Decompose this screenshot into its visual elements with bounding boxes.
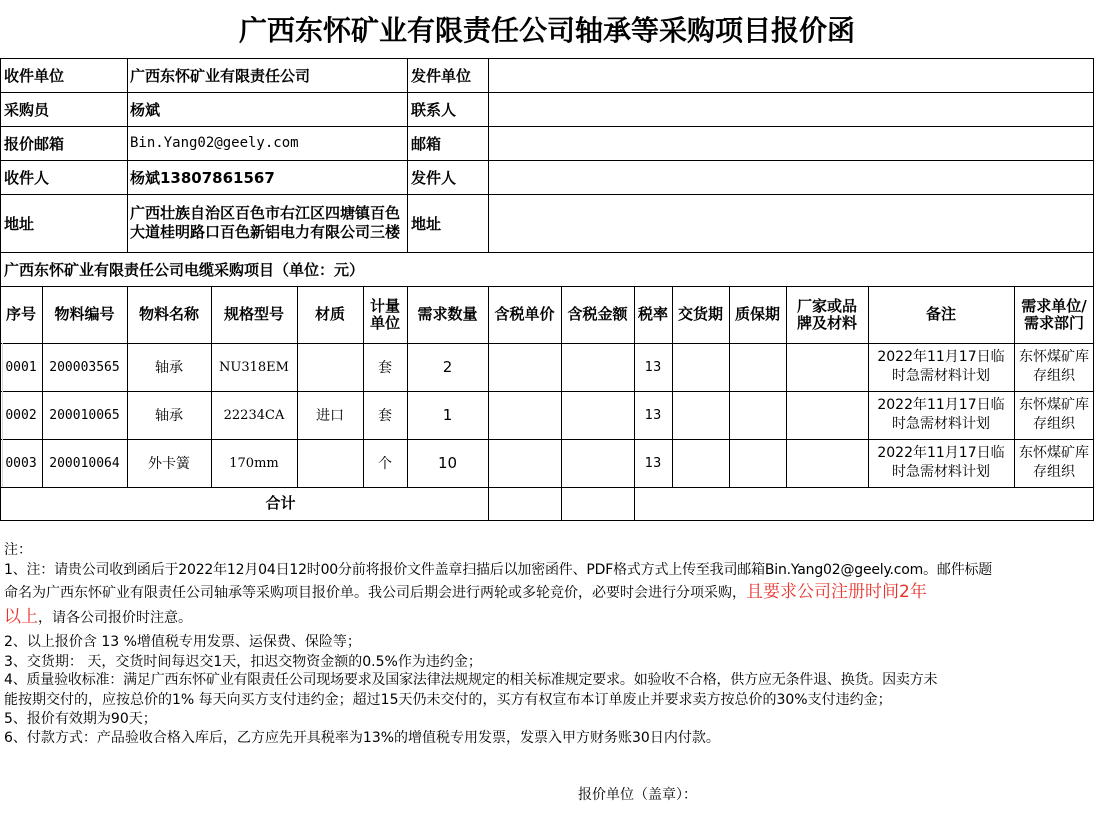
cell-code: 200010064 [49,455,120,471]
cell-amount[interactable] [561,439,634,487]
cell-unit: 个 [378,456,392,472]
recipient-label: 收件人 [4,168,50,187]
col-header-warranty: 质保期 [734,305,780,323]
notes-red-requirement: 且要求公司注册时间2年 [746,582,927,602]
col-header-unit: 计量单位 [369,296,400,332]
col-header-remark: 备注 [925,305,956,323]
cell-remark: 2022年11月17日临时急需材料计划 [877,445,1005,480]
cell-code: 200010065 [49,407,120,423]
address-value: 广西壮族自治区百色市右江区四塘镇百色大道桂明路口百色新铝电力有限公司三楼 [130,204,401,241]
col-header-tax: 税率 [637,305,668,323]
page-title: 广西东怀矿业有限责任公司轴承等采购项目报价函 [238,14,855,47]
col-header-delivery: 交货期 [677,305,723,323]
notes-line-1: 1、注：请贵公司收到函后于2022年12月04日12时00分前将报价文件盖章扫描后以加密函件、PDF格式方式上传至我司邮箱Bin.Yang02@geely.com。邮件标题 [4,562,993,578]
cell-unit: 套 [378,408,392,424]
address2-value[interactable] [489,194,1093,252]
notes-line-9: 6、付款方式：产品验收合格入库后，乙方应先开具税率为13%的增值税专用发票，发票入甲方财务账30日内付款。 [4,730,720,746]
cell-price[interactable] [488,439,561,487]
total-amount[interactable] [561,487,634,520]
cell-qty: 1 [442,406,453,424]
receiver-unit-value: 广西东怀矿业有限责任公司 [130,66,311,85]
buyer-value: 杨斌 [130,100,161,119]
col-header-no: 序号 [5,305,36,323]
contact-label: 联系人 [411,100,457,119]
cell-warranty[interactable] [729,391,786,439]
notes-line-6: 4、质量验收标准：满足广西东怀矿业有限责任公司现场要求及国家法律法规规定的相关标准规定要求。如验收不合格，供方应无条件退、换货。因卖方未 [4,672,938,688]
notes-line-3-text: ，请各公司报价时注意。 [38,610,192,626]
cell-name: 轴承 [155,360,183,376]
cell-delivery[interactable] [672,343,729,391]
cell-tax: 13 [644,359,662,375]
cell-remark: 2022年11月17日临时急需材料计划 [877,397,1005,432]
receiver-unit-label: 收件单位 [4,66,65,85]
cell-amount[interactable] [561,343,634,391]
notes-red-requirement-end: 以上 [4,607,38,627]
notes-line-2 [4,582,927,603]
email-label: 邮箱 [411,134,442,153]
cell-warranty[interactable] [729,343,786,391]
cell-material [297,343,363,391]
cell-no: 0002 [5,407,37,423]
notes-heading: 注： [4,542,32,558]
cell-delivery[interactable] [672,439,729,487]
sender-value[interactable] [489,160,1093,194]
cell-spec: 22234CA [223,407,285,423]
cell-dept: 东怀煤矿库存组织 [1019,397,1089,432]
recipient-value: 杨斌13807861567 [130,168,275,187]
notes-line-8: 5、报价有效期为90天； [4,711,157,727]
contact-value[interactable] [489,92,1093,126]
signature-label: 报价单位（盖章）： [578,787,697,803]
cell-qty: 10 [437,454,458,472]
cell-amount[interactable] [561,391,634,439]
cell-material [297,439,363,487]
quote-email-value: Bin.Yang02@geely.com [130,135,299,151]
cell-remark: 2022年11月17日临时急需材料计划 [877,349,1005,384]
col-header-price: 含税单价 [494,305,555,323]
cell-brand[interactable] [786,343,868,391]
cell-spec: NU318EM [219,359,289,375]
cell-no: 0003 [5,455,37,471]
cell-warranty[interactable] [729,439,786,487]
cell-price[interactable] [488,343,561,391]
cell-name: 轴承 [155,408,183,424]
cell-dept: 东怀煤矿库存组织 [1019,349,1089,384]
cell-brand[interactable] [786,439,868,487]
buyer-label: 采购员 [4,100,50,119]
cell-spec: 170mm [229,455,279,471]
cell-tax: 13 [644,455,662,471]
col-header-brand: 厂家或品牌及材料 [796,296,857,332]
cell-no: 0001 [5,359,37,375]
sender-label: 发件人 [411,168,457,187]
col-header-dept: 需求单位/需求部门 [1021,296,1087,332]
cell-code: 200003565 [49,359,120,375]
notes-line-3 [4,607,192,628]
sender-unit-value[interactable] [489,58,1093,92]
cell-brand[interactable] [786,391,868,439]
total-label: 合计 [265,494,296,512]
email-value[interactable] [489,126,1093,160]
address-label: 地址 [4,214,35,233]
address2-label: 地址 [411,214,442,233]
notes-line-5: 3、交货期： 天，交货时间每迟交1天，扣迟交物资金额的0.5%作为违约金； [4,654,482,670]
cell-qty: 2 [442,358,453,376]
col-header-spec: 规格型号 [223,305,284,323]
cell-unit: 套 [378,360,392,376]
cell-name: 外卡簧 [148,456,190,472]
notes-line-7: 能按期交付的，应按总价的1% 每天向买方支付违约金；超过15天仍未交付的，买方有权宣布本订单废止并要求卖方按总价的30%支付违约金； [4,692,892,708]
cell-delivery[interactable] [672,391,729,439]
cell-tax: 13 [644,407,662,423]
notes-line-4: 2、以上报价含 13 %增值税专用发票、运保费、保险等； [4,634,361,650]
cell-material: 进口 [316,408,344,424]
quote-email-label: 报价邮箱 [4,134,65,153]
col-header-qty: 需求数量 [417,305,478,323]
col-header-amount: 含税金额 [567,305,628,323]
col-header-code: 物料编号 [54,305,115,323]
section-title: 广西东怀矿业有限责任公司电缆采购项目（单位：元） [4,260,365,279]
sender-unit-label: 发件单位 [411,66,472,85]
cell-price[interactable] [488,391,561,439]
notes-line-2-text: 命名为广西东怀矿业有限责任公司轴承等采购项目报价单。我公司后期会进行两轮或多轮竞价，必要时会进行分项采购， [4,585,746,601]
col-header-name: 物料名称 [138,305,199,323]
cell-dept: 东怀煤矿库存组织 [1019,445,1089,480]
col-header-material: 材质 [314,305,345,323]
